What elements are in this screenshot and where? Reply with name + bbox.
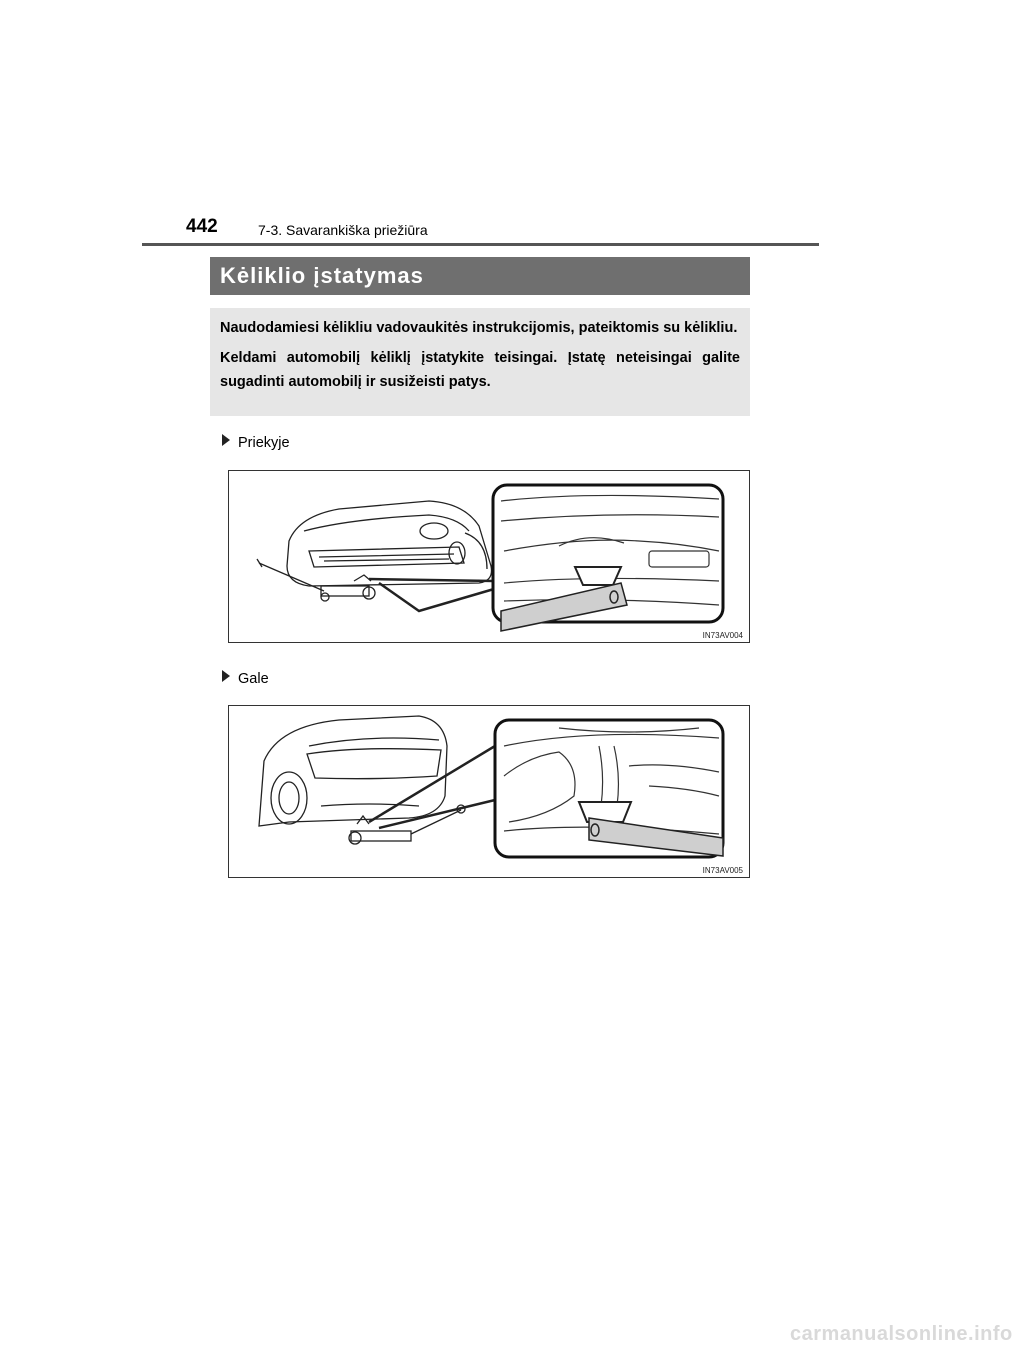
info-paragraph: Naudodamiesi kėlikliu vadovaukitės instrukcijomis, pateiktomis su kėlikliu. (220, 320, 738, 336)
subheading-rear-label: Gale (238, 671, 269, 687)
header-divider (142, 243, 819, 246)
info-box (210, 308, 750, 416)
figure-front-jack-point (228, 470, 750, 643)
subheading-front-label: Priekyje (238, 435, 290, 451)
figure-rear-jack-point (228, 705, 750, 878)
front-jack-illustration (229, 471, 749, 642)
page-number: 442 (186, 216, 218, 237)
section-title: Kėliklio įstatymas (220, 263, 424, 288)
arrow-bullet-icon (222, 434, 230, 446)
arrow-bullet-icon (222, 670, 230, 682)
figure-code: IN73AV005 (702, 866, 743, 875)
figure-code: IN73AV004 (702, 631, 743, 640)
section-title-bar (210, 257, 750, 295)
subheading-rear (222, 670, 269, 687)
subheading-front (222, 434, 290, 451)
watermark-text: carmanualsonline.info (790, 1323, 1013, 1345)
rear-jack-illustration (229, 706, 749, 877)
section-breadcrumb: 7-3. Savarankiška priežiūra (258, 222, 428, 238)
info-paragraph: Keldami automobilį kėliklį įstatykite teisingai. Įstatę neteisingai galite sugadinti automobilį ir susižeisti patys. (220, 350, 740, 390)
